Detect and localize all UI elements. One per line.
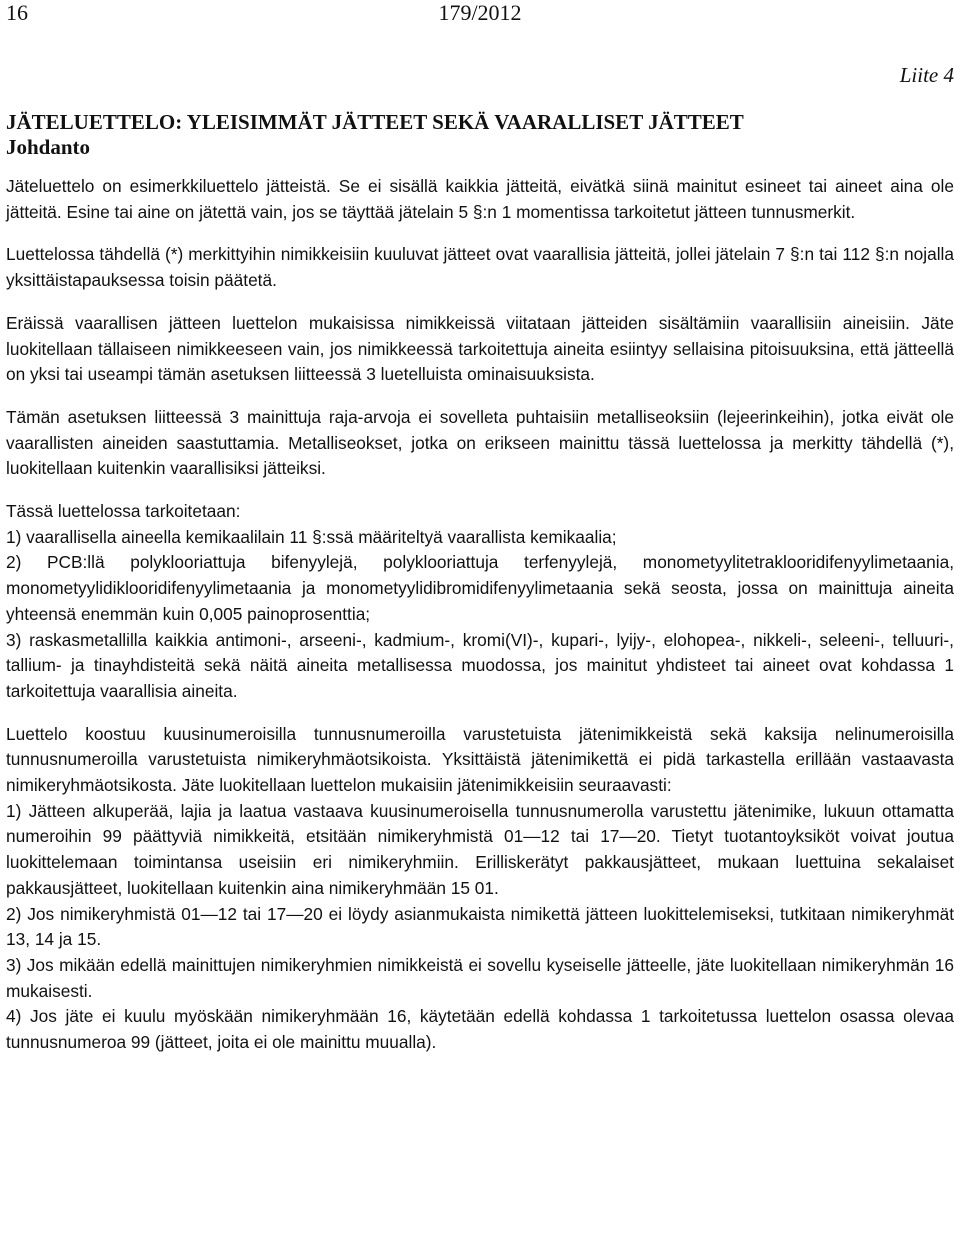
paragraph: Tämän asetuksen liitteessä 3 mainittuja raja-arvoja ei sovelleta puhtaisiin metalliseoksiin (lejeerinkeihin), jotka eivät ole vaarallisten aineiden saastuttamia. Metalliseokset, jotka on erikseen mainittu tässä luettelossa ja merkitty tähdellä (*), luokitellaan kuitenkin vaarallisiksi jätteiksi. xyxy=(6,406,954,479)
list-intro: Luettelo koostuu kuusinumeroisilla tunnusnumeroilla varustetuista jätenimikkeistä sekä kaksija nelinumeroisilla tunnusnumeroilla varustetuista nimikeryhmäotsikoista. Yksittäistä jätenimikettä ei pidä tarkastella erillään vastaavasta nimikeryhmäotsikosta. Jäte luokitellaan luettelon mukaisiin jätenimikkeisiin seuraavasti: xyxy=(6,723,954,796)
paragraph: Eräissä vaarallisen jätteen luettelon mukaisissa nimikkeissä viitataan jätteiden sisältämiin vaarallisiin aineisiin. Jäte luokitellaan tällaiseen nimikkeeseen vain, jos nimikkeessä tarkoitettuja aineita esiintyy sellaisina pitoisuuksina, että jätteellä on yksi tai useampi tämän asetuksen liitteessä 3 luetelluista ominaisuuksista. xyxy=(6,312,954,385)
classification-step: 1) Jätteen alkuperää, lajia ja laatua vastaava kuusinumeroisella tunnusnumerolla varustettu jätenimike, lukuun ottamatta numeroihin 99 päättyviä nimikkeitä, etsitään nimikeryhmistä 01—12 tai 17—20. Tietyt tuotantoyksiköt voivat joutua luokittelemaan toimintansa useisiin eri nimikeryhmiin. Erilliskerätyt pakkausjätteet, mukaan luettuina sekalaiset pakkausjätteet, luokitellaan kuitenkin aina nimikeryhmään 15 01. xyxy=(6,800,954,898)
definitions-block xyxy=(6,499,954,705)
section-heading: Johdanto xyxy=(6,135,91,159)
paragraph: Jäteluettelo on esimerkkiluettelo jätteistä. Se ei sisällä kaikkia jätteitä, eivätkä siinä mainitut esineet tai aineet aina ole jätteitä. Esine tai aine on jätettä vain, jos se täyttää jätelain 5 §:n 1 momentissa tarkoitetut jätteen tunnusmerkit. xyxy=(6,176,954,222)
paragraph: Luettelossa tähdellä (*) merkittyihin nimikkeisiin kuuluvat jätteet ovat vaarallisia jätteitä, jollei jätelain 7 §:n tai 112 §:n nojalla yksittäistapauksessa toisin päätetä. xyxy=(6,244,954,291)
classification-step: 3) Jos mikään edellä mainittujen nimikeryhmien nimikkeistä ei sovellu kyseiselle jätteelle, jäte luokitellaan nimikeryhmän 16 mukaisesti. xyxy=(6,954,954,1001)
classification-block xyxy=(6,722,954,1056)
issue-number: 179/2012 xyxy=(438,0,522,25)
main-content xyxy=(6,110,954,1056)
definition-item: 3) raskasmetallilla kaikkia antimoni-, arseeni-, kadmium-, kromi(VI)-, kupari-, lyijy-, elohopea-, nikkeli-, seleeni-, telluuri-, tallium- ja tinayhdisteitä sekä näitä aineita metallisessa muodossa, jos mainitut yhdisteet tai aineet ovat kohdassa 1 tarkoitettuja vaarallisia aineita. xyxy=(6,629,954,701)
annex-label: Liite 4 xyxy=(899,63,954,87)
definition-item: 2) PCB:llä polyklooriattuja bifenyylejä, polyklooriattuja terfenyylejä, monometyylitetraklooridifenyylimetaania, monometyylidiklooridifenyylimetaania ja monometyylidibromidifenyylimetaania sekä seosta, jossa on mainittuja aineita yhteensä enemmän kuin 0,005 painoprosenttia; xyxy=(6,552,954,624)
document-title: JÄTELUETTELO: YLEISIMMÄT JÄTTEET SEKÄ VAARALLISET JÄTTEET xyxy=(6,110,744,134)
classification-step: 2) Jos nimikeryhmistä 01—12 tai 17—20 ei löydy asianmukaista nimikettä jätteen luokittelemiseksi, tutkitaan nimikeryhmät 13, 14 ja 15. xyxy=(6,903,954,950)
definition-item: 1) vaarallisella aineella kemikaalilain 11 §:ssä määriteltyä vaarallista kemikaalia; xyxy=(6,526,617,547)
definitions-intro: Tässä luettelossa tarkoitetaan: xyxy=(6,501,241,522)
page-number: 16 xyxy=(6,0,28,25)
classification-step: 4) Jos jäte ei kuulu myöskään nimikeryhmään 16, käytetään edellä kohdassa 1 tarkoitetussa luettelon osassa olevaa tunnusnumeroa 99 (jätteet, joita ei ole mainittu muualla). xyxy=(6,1006,954,1053)
